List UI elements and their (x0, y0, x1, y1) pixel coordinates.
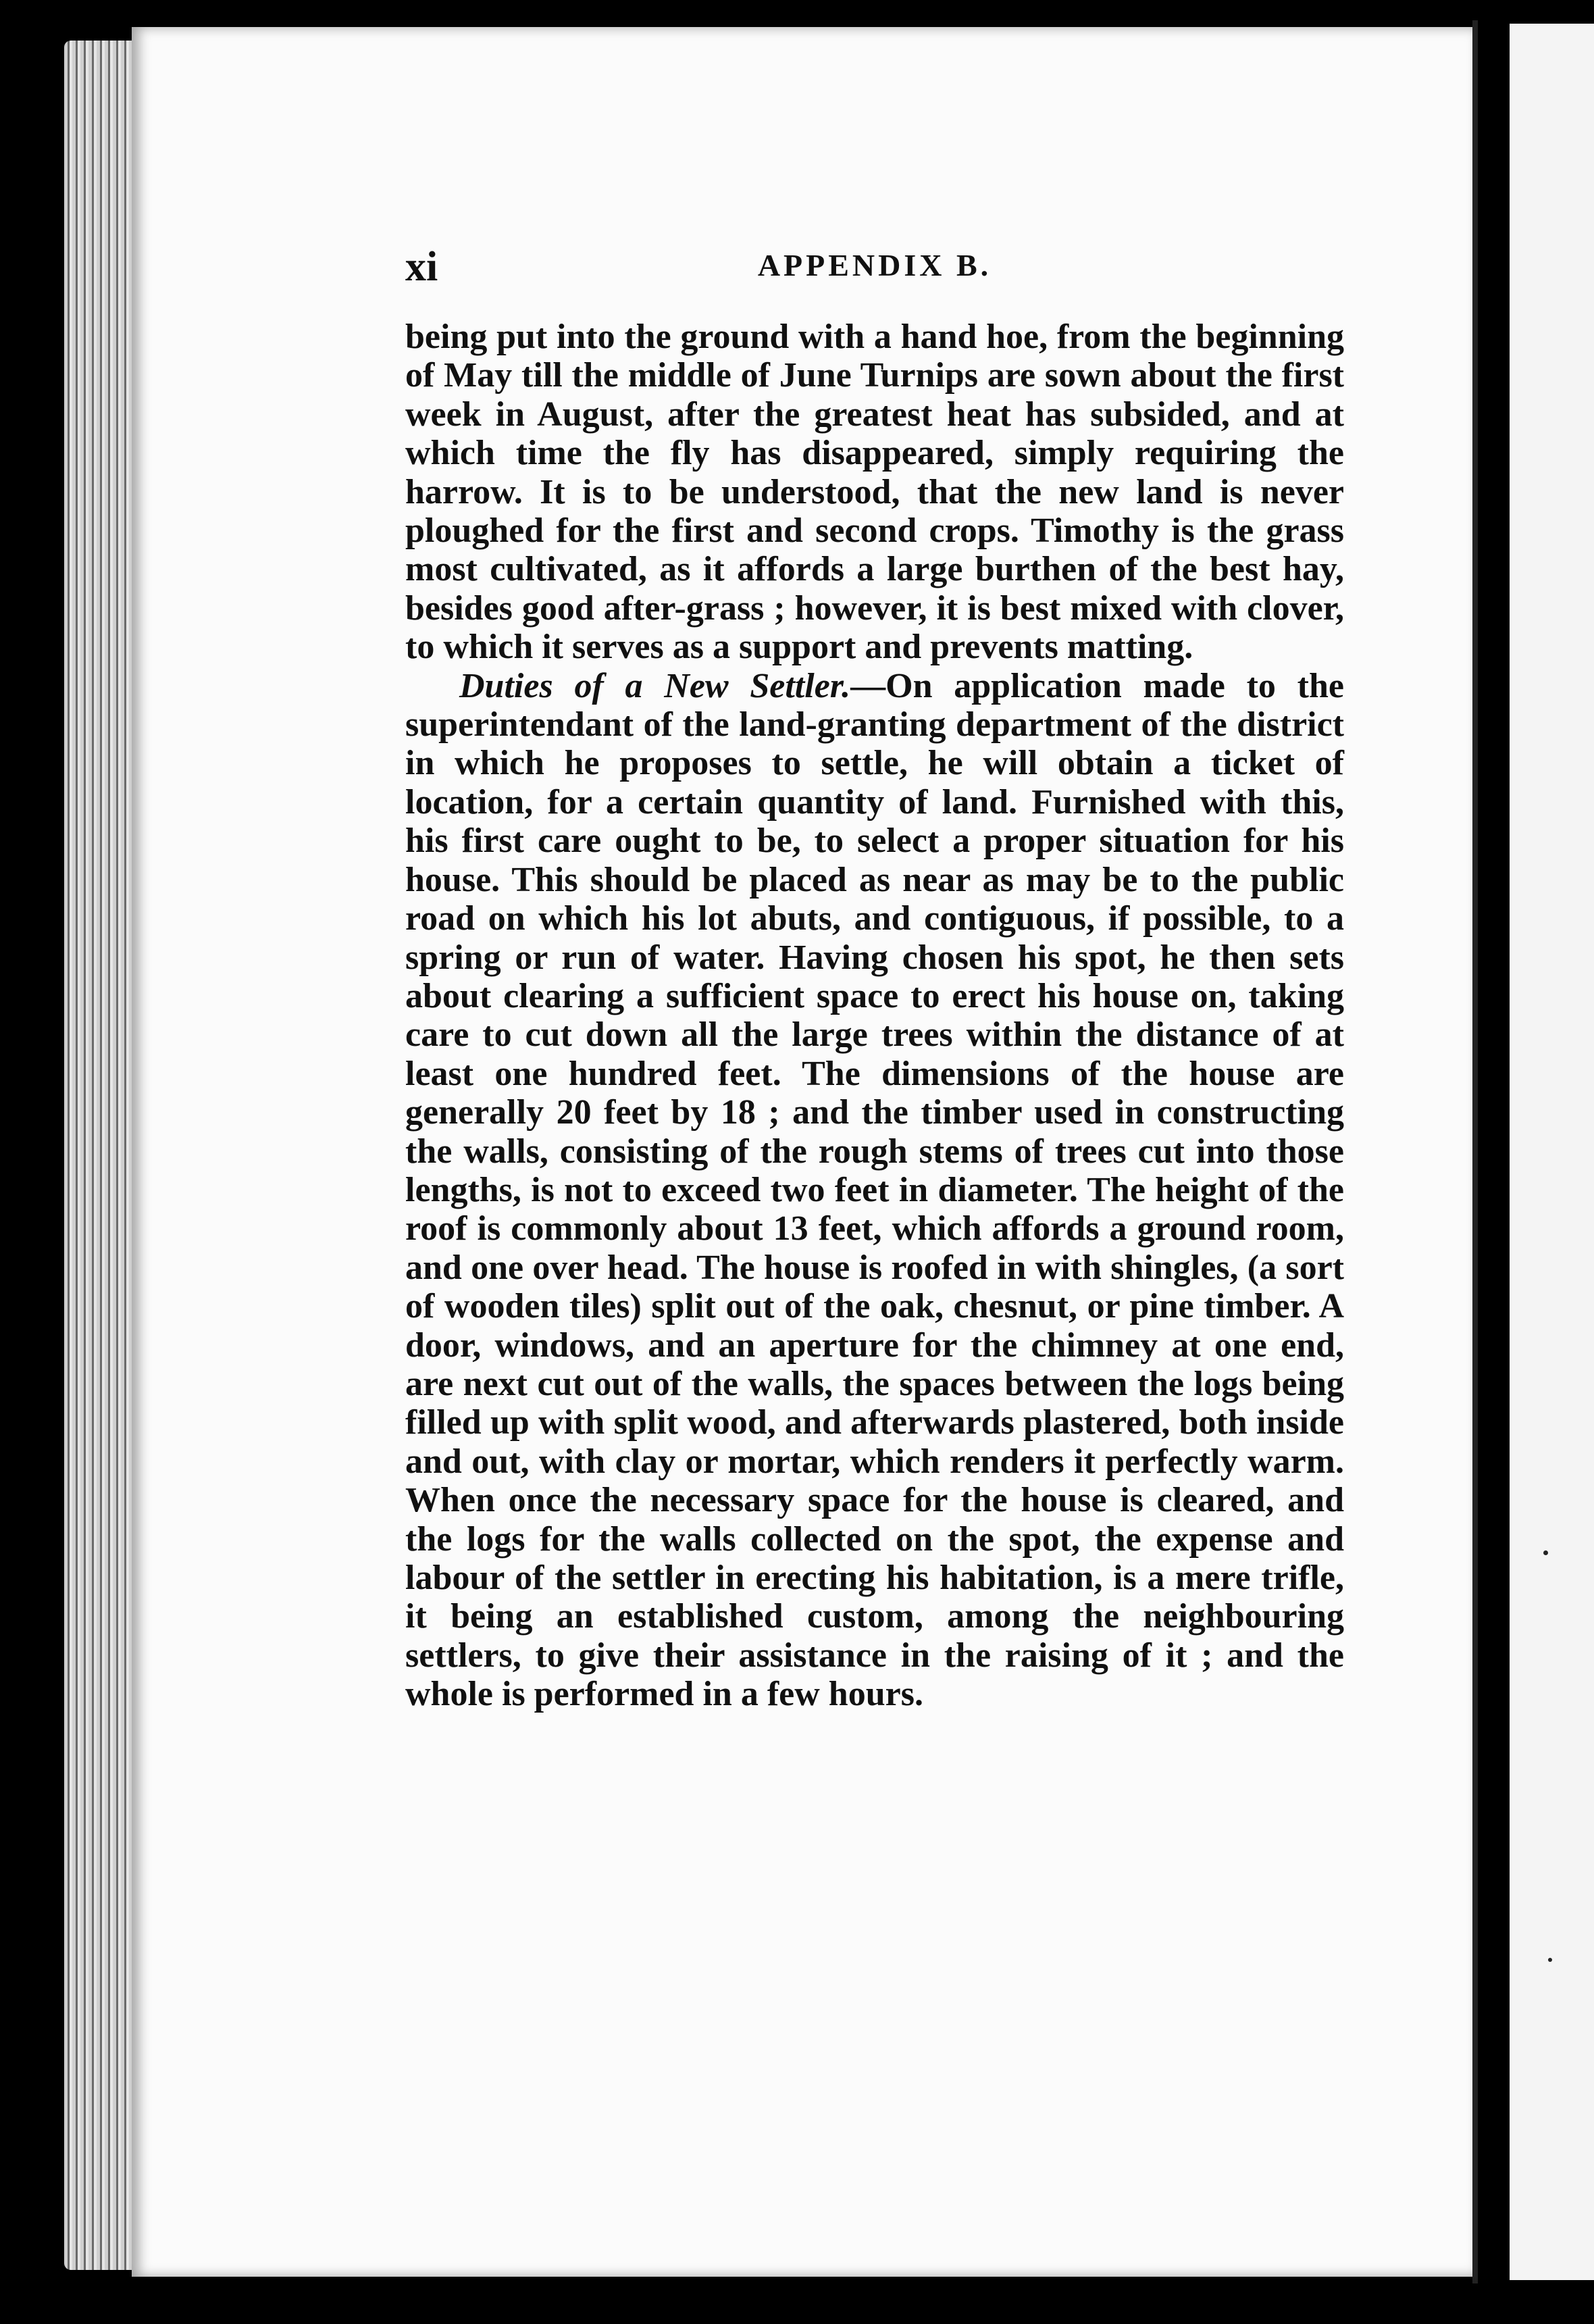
dust-speck (1548, 1958, 1552, 1962)
running-head: APPENDIX B. (757, 248, 992, 282)
gutter-line (1472, 20, 1478, 2283)
facing-page-edge (1510, 24, 1594, 2280)
dust-speck (1543, 1550, 1548, 1555)
page-header (405, 243, 1344, 297)
section-heading: Duties of a New Settler. (459, 666, 851, 705)
paragraph-new-settler-text: —On application made to the superintendant of the land-granting department of the district in which he proposes to settle, he will obtain a ticket of location, for a certain quantity of land. Furnished with this, his first care ought to be, to select a proper situation for his house. This should be placed as near as may be to the public road on which his lot abuts, and contiguous, if possible, to a spring or run of water. Having chosen his spot, he then sets about clearing a sufficient space to erect his house on, taking care to cut down all the large trees within the distance of at least one hundred feet. The dimensions of the house are generally 20 feet by 18 ; and the timber used in constructing the walls, consisting of the rough stems of trees cut into those lengths, is not to exceed two feet in diameter. The height of the roof is commonly about 13 feet, which affords a ground room, and one over head. The house is roofed in with shingles, (a sort of wooden tiles) split out of the oak, chesnut, or pine timber. A door, windows, and an aperture for the chimney at one end, are next cut out of the walls, the spaces between the logs being filled up with split wood, and afterwards plastered, both inside and out, with clay or mortar, which renders it perfectly warm. When once the necessary space for the house is cleared, and the logs for the walls collected on the spot, the expense and labour of the settler in erecting his habitation, is a mere trifle, it being an established custom, among the neighbouring settlers, to give their assistance in the raising of it ; and the whole is performed in a few hours. (405, 666, 1344, 1714)
body-text (405, 318, 1344, 1714)
page-number: xi (405, 244, 438, 290)
paragraph-crops: being put into the ground with a hand hoe, from the beginning of May till the middle of June Turnips are sown about the first week in August, after the greatest heat has subsided, and at which time the fly has disappeared, simply requiring the harrow. It is to be understood, that the new land is never ploughed for the first and second crops. Timothy is the grass most cultivated, as it affords a large burthen of the best hay, besides good after-grass ; however, it is best mixed with clover, to which it serves as a support and prevents matting. (405, 318, 1344, 667)
paragraph-new-settler (405, 667, 1344, 1714)
